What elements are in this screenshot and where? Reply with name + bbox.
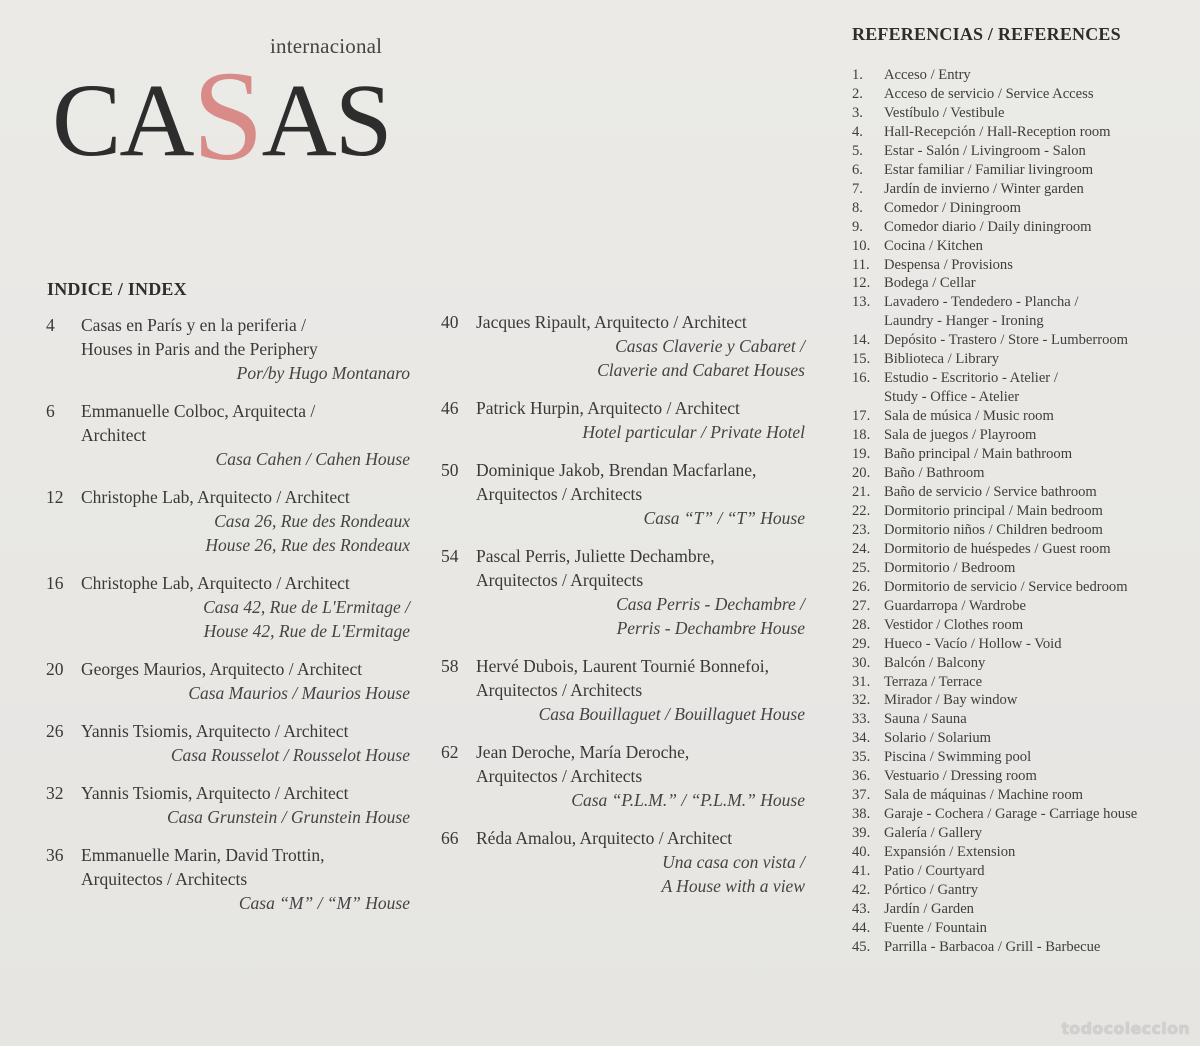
reference-item [852,654,1197,673]
reference-item [852,824,1197,843]
reference-text: Sauna / Sauna [884,711,967,728]
index-entry [46,657,416,705]
index-entry-author [476,544,811,592]
index-entry-author-line: Georges Maurios, Arquitecto / Architect [81,659,363,679]
reference-item [852,199,1197,218]
watermark: todocoleccion [1061,1019,1190,1038]
index-entry-work-line: Casa “T” / “T” House [643,508,805,528]
reference-number: 8. [852,199,863,216]
index-entry [46,719,416,767]
index-entry-author-line: Arquitectos / Arquitects [476,570,644,590]
reference-item [852,691,1197,710]
reference-number: 38. [852,806,871,823]
reference-text: Expansión / Extension [884,844,1016,861]
index-entry-author-line: Pascal Perris, Juliette Dechambre, [476,546,715,566]
reference-item [852,85,1197,104]
reference-text: Estar familiar / Familiar livingroom [884,161,1094,178]
casas-logo [52,30,412,187]
reference-item [852,161,1197,180]
reference-item [852,426,1197,445]
reference-text: Vestidor / Clothes room [884,616,1024,633]
reference-text: Despensa / Provisions [884,256,1013,273]
reference-text: Baño / Bathroom [884,465,985,482]
index-page-number: 6 [46,401,55,421]
index-page-number: 50 [441,460,459,480]
index-entry-work [441,702,811,726]
reference-item [852,862,1197,881]
index-entry [46,485,416,557]
index-entry-work-line: Casa 26, Rue des Rondeaux [214,511,410,531]
index-page-number: 32 [46,783,64,803]
reference-text: Acceso / Entry [884,67,971,83]
reference-item [852,502,1197,521]
index-entry-author [476,654,811,702]
reference-item [852,748,1197,767]
reference-text: Hall-Recepción / Hall-Reception room [884,123,1111,140]
reference-number: 14. [852,332,871,349]
index-entry [46,399,416,471]
reference-item [852,635,1197,654]
index-entry-author [476,458,811,506]
reference-text: Study - Office - Atelier [884,389,1020,406]
reference-item [852,256,1197,275]
reference-item [852,180,1197,199]
reference-item [852,293,1197,312]
reference-item [852,843,1197,862]
index-entry [46,313,416,385]
index-entry-work [441,334,811,382]
index-entry-author [81,843,416,891]
reference-number: 31. [852,673,871,690]
reference-number: 2. [852,85,863,102]
reference-item [852,104,1197,123]
index-entry-work-line: House 42, Rue de L'Ermitage [203,621,410,641]
index-entry-work-line: Una casa con vista / [662,852,805,872]
index-entry-work-line: House 26, Rue des Rondeaux [205,535,410,555]
index-page-number: 36 [46,845,64,865]
index-entry-author-line: Houses in Paris and the Periphery [81,339,318,359]
index-entry-author-line: Casas en París y en la periferia / [81,315,306,335]
reference-item [852,407,1197,426]
reference-text: Sala de máquinas / Machine room [884,787,1083,804]
index-entry [441,310,811,382]
reference-number: 25. [852,559,871,576]
reference-number: 44. [852,919,871,936]
logo-part-b: AS [261,63,391,178]
index-entry-work-line: Por/by Hugo Montanaro [236,363,410,383]
index-entry-work-line: Hotel particular / Private Hotel [582,422,805,442]
index-entry-author-line: Christophe Lab, Arquitecto / Architect [81,573,350,593]
reference-text: Depósito - Trastero / Store - Lumberroom [884,332,1129,349]
reference-number: 12. [852,275,871,292]
index-entry-author [81,719,416,743]
reference-number: 21. [852,483,871,500]
index-entry [46,781,416,829]
reference-item [852,729,1197,748]
index-entry [46,843,416,915]
index-entry-work [441,592,811,640]
index-entry-work [46,509,416,557]
reference-number: 29. [852,635,871,652]
reference-text: Vestíbulo / Vestibule [884,104,1005,121]
index-entry-author-line: Jacques Ripault, Arquitecto / Architect [476,312,747,332]
index-entry-work-line: Casa Cahen / Cahen House [215,449,410,469]
index-entry-work-line: Casa Perris - Dechambre / [616,594,805,614]
index-entry-author [476,826,811,850]
reference-number: 36. [852,768,871,785]
reference-item [852,445,1197,464]
reference-text: Biblioteca / Library [884,351,1000,368]
index-column-left [46,313,416,929]
index-entry-work [441,420,811,444]
index-entry-author-line: Jean Deroche, María Deroche, [476,742,690,762]
reference-text: Vestuario / Dressing room [884,768,1037,785]
index-entry-work [441,506,811,530]
reference-text: Hueco - Vacío / Hollow - Void [884,635,1062,652]
index-entry-work [46,361,416,385]
index-page-number: 66 [441,828,459,848]
reference-text: Estudio - Escritorio - Atelier / [884,370,1058,387]
reference-number: 15. [852,351,871,368]
reference-number: 3. [852,104,863,121]
reference-text: Jardín / Garden [884,900,974,917]
reference-number: 27. [852,597,871,614]
reference-number: 26. [852,578,871,595]
reference-number: 19. [852,446,871,463]
reference-number: 11. [852,256,870,273]
reference-item [852,919,1197,938]
reference-number: 43. [852,900,871,917]
index-entry [441,740,811,812]
reference-item [852,388,1197,407]
reference-item [852,786,1197,805]
reference-number: 18. [852,427,871,444]
index-entry-work-line: A House with a view [661,876,805,896]
reference-text: Parrilla - Barbacoa / Grill - Barbecue [884,938,1101,955]
reference-number: 45. [852,938,871,955]
reference-item [852,312,1197,331]
index-entry-author-line: Arquitectos / Architects [476,484,643,504]
index-page-number: 58 [441,656,459,676]
reference-item [852,66,1197,85]
index-entry-work [441,850,811,898]
reference-text: Dormitorio niños / Children bedroom [884,521,1103,538]
index-entry-author-line: Emmanuelle Marin, David Trottin, [81,845,325,865]
reference-number: 20. [852,465,871,482]
reference-item [852,123,1197,142]
reference-number: 4. [852,123,863,140]
index-entry-author-line: Architect [81,425,147,445]
index-entry-author-line: Réda Amalou, Arquitecto / Architect [476,828,733,848]
reference-text: Acceso de servicio / Service Access [884,85,1094,102]
reference-item [852,142,1197,161]
index-entry-work-line: Casa 42, Rue de L'Ermitage / [203,597,410,617]
logo-subtitle: internacional [270,34,383,58]
index-entry-author [476,396,811,420]
reference-text: Comedor diario / Daily diningroom [884,218,1092,235]
reference-text: Guardarropa / Wardrobe [884,597,1026,614]
reference-number: 10. [852,237,871,254]
index-entry-author-line: Arquitectos / Architects [476,680,643,700]
reference-item [852,218,1197,237]
index-heading: INDICE / INDEX [47,279,187,299]
reference-item [852,464,1197,483]
reference-number: 41. [852,863,871,880]
reference-text: Comedor / Diningroom [884,199,1022,216]
index-entry-author-line: Yannis Tsiomis, Arquitecto / Architect [81,783,349,803]
reference-text: Patio / Courtyard [884,863,985,880]
reference-number: 35. [852,749,871,766]
reference-number: 24. [852,540,871,557]
reference-text: Bodega / Cellar [884,275,976,292]
index-entry-work-line: Casas Claverie y Cabaret / [615,336,805,356]
reference-number: 34. [852,730,871,747]
reference-text: Laundry - Hanger - Ironing [884,313,1044,330]
references-heading: REFERENCIAS / REFERENCES [852,24,1121,44]
reference-text: Lavadero - Tendedero - Plancha / [884,294,1079,311]
index-entry-work [46,681,416,705]
index-entry-work [46,743,416,767]
index-entry-work-line: Casa Maurios / Maurios House [188,683,410,703]
index-entry-author [476,740,811,788]
reference-number: 37. [852,787,871,804]
reference-item [852,710,1197,729]
reference-number: 30. [852,654,871,671]
reference-text: Piscina / Swimming pool [884,749,1032,766]
index-page-number: 4 [46,315,55,335]
reference-item [852,483,1197,502]
index-entry-author-line: Hervé Dubois, Laurent Tournié Bonnefoi, [476,656,769,676]
reference-item [852,597,1197,616]
reference-item [852,369,1197,388]
index-entry-author [476,310,811,334]
index-entry-author-line: Emmanuelle Colboc, Arquitecta / [81,401,316,421]
index-entry-author-line: Arquitectos / Architects [476,766,643,786]
index-entry-author [81,399,416,447]
reference-text: Mirador / Bay window [884,692,1018,709]
reference-text: Galería / Gallery [884,825,983,842]
reference-item [852,274,1197,293]
reference-item [852,881,1197,900]
reference-text: Solario / Solarium [884,730,992,747]
reference-item [852,938,1197,957]
reference-text: Baño principal / Main bathroom [884,446,1073,463]
index-entry-work-line: Claverie and Cabaret Houses [597,360,805,380]
index-entry-author-line: Patrick Hurpin, Arquitecto / Architect [476,398,740,418]
index-entry-author [81,571,416,595]
index-entry-work [46,595,416,643]
index-page-number: 62 [441,742,459,762]
reference-number: 1. [852,67,863,83]
index-entry-author [81,781,416,805]
reference-number: 40. [852,844,871,861]
reference-item [852,521,1197,540]
index-page-number: 26 [46,721,64,741]
index-page-number: 12 [46,487,64,507]
reference-number: 9. [852,218,863,235]
reference-item [852,616,1197,635]
reference-item [852,767,1197,786]
index-entry-author [81,313,416,361]
reference-item [852,578,1197,597]
reference-text: Baño de servicio / Service bathroom [884,483,1097,500]
reference-number: 16. [852,370,871,387]
reference-text: Pórtico / Gantry [884,881,979,898]
reference-number: 7. [852,180,863,197]
reference-number: 22. [852,502,871,519]
reference-text: Dormitorio principal / Main bedroom [884,502,1103,519]
index-entry-work-line: Casa Rousselot / Rousselot House [170,745,410,765]
index-entry [441,654,811,726]
index-entry-work-line: Casa “M” / “M” House [238,893,410,913]
index-entry [46,571,416,643]
reference-text: Garaje - Cochera / Garage - Carriage house [884,806,1138,823]
reference-item [852,805,1197,824]
reference-text: Sala de música / Music room [884,408,1054,425]
reference-number: 39. [852,825,871,842]
reference-text: Jardín de invierno / Winter garden [884,180,1084,197]
index-page-number: 16 [46,573,64,593]
reference-text: Dormitorio de servicio / Service bedroom [884,578,1128,595]
reference-number: 32. [852,692,871,709]
reference-item [852,673,1197,692]
index-entry-author-line: Christophe Lab, Arquitecto / Architect [81,487,350,507]
reference-number: 17. [852,408,871,425]
reference-number: 28. [852,616,871,633]
index-entry-work-line: Perris - Dechambre House [616,618,805,638]
reference-number: 33. [852,711,871,728]
index-entry-work-line: Casa “P.L.M.” / “P.L.M.” House [571,790,805,810]
index-entry [441,458,811,530]
index-page-number: 40 [441,312,459,332]
index-entry-work [441,788,811,812]
index-entry-work [46,447,416,471]
reference-text: Dormitorio de huéspedes / Guest room [884,540,1111,557]
reference-text: Balcón / Balcony [884,654,986,671]
index-entry-author [81,657,416,681]
index-entry-author-line: Arquitectos / Architects [81,869,248,889]
logo-accent-s: S [192,45,262,187]
index-page-number: 20 [46,659,64,679]
reference-item [852,237,1197,256]
reference-text: Sala de juegos / Playroom [884,427,1037,444]
reference-number: 6. [852,161,863,178]
reference-item [852,540,1197,559]
reference-text: Cocina / Kitchen [884,237,983,254]
references-list [852,66,1197,957]
index-entry-work-line: Casa Grunstein / Grunstein House [166,807,410,827]
index-page-number: 54 [441,546,459,566]
reference-text: Fuente / Fountain [884,919,987,936]
index-entry-author-line: Dominique Jakob, Brendan Macfarlane, [476,460,757,480]
reference-item [852,559,1197,578]
reference-item [852,350,1197,369]
logo-part-a: CA [52,63,193,178]
reference-item [852,900,1197,919]
reference-number: 13. [852,294,871,311]
index-entry [441,544,811,640]
reference-text: Estar - Salón / Livingroom - Salon [884,142,1086,159]
reference-text: Dormitorio / Bedroom [884,559,1016,576]
index-entry-author [81,485,416,509]
reference-text: Terraza / Terrace [884,673,983,690]
index-entry [441,396,811,444]
index-entry-work [46,805,416,829]
reference-number: 42. [852,881,871,898]
index-column-right [441,310,811,912]
reference-item [852,331,1197,350]
reference-number: 5. [852,142,863,159]
index-entry [441,826,811,898]
index-entry-author-line: Yannis Tsiomis, Arquitecto / Architect [81,721,349,741]
reference-number: 23. [852,521,871,538]
index-entry-work [46,891,416,915]
index-page-number: 46 [441,398,459,418]
index-entry-work-line: Casa Bouillaguet / Bouillaguet House [538,704,805,724]
